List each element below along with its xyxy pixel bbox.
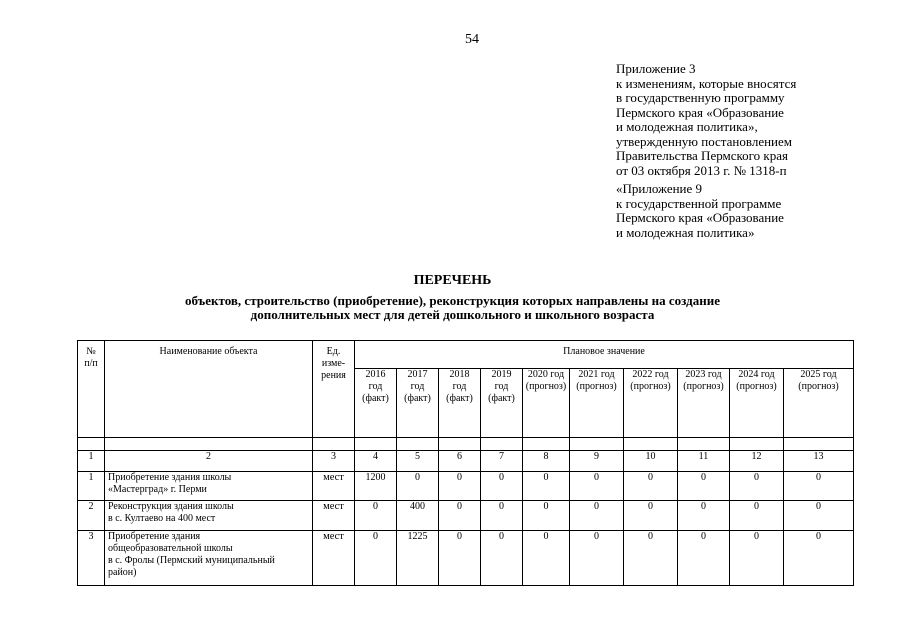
header-year-2023 [678, 369, 730, 438]
row-number: 2 [78, 501, 105, 531]
value-cell: 0 [439, 501, 481, 531]
appendix-3-line: к изменениям, которые вносятся [616, 75, 797, 91]
row-number: 3 [78, 531, 105, 586]
value-cell: 1225 [397, 531, 439, 586]
header-unit-line: Ед. [326, 346, 341, 357]
header-year-line: (факт) [446, 393, 473, 404]
value-cell: 0 [481, 472, 523, 501]
header-year-2025 [784, 369, 854, 438]
header-year-2019 [481, 369, 523, 438]
header-year-line: (прогноз) [798, 381, 839, 392]
object-name [105, 472, 313, 501]
object-name-line: Реконструкция здания школы [108, 501, 234, 512]
value-cell: 0 [784, 472, 854, 501]
object-name-line: в с. Култаево на 400 мест [108, 513, 216, 524]
value-cell: 0 [481, 501, 523, 531]
header-unit [313, 341, 355, 438]
header-object-name: Наименование объекта [105, 341, 313, 438]
header-year-2020 [523, 369, 570, 438]
appendix-3-line: Пермского края «Образование [616, 104, 784, 120]
value-cell: 0 [784, 531, 854, 586]
header-year-line: (факт) [404, 393, 431, 404]
header-year-line: (прогноз) [576, 381, 617, 392]
object-name-line: Приобретение здания [108, 531, 201, 542]
object-name-line: общеобразовательной школы [108, 543, 233, 554]
header-year-line: (прогноз) [736, 381, 777, 392]
header-spacer-row [78, 438, 854, 451]
header-year-line: (факт) [488, 393, 515, 404]
header-year-line: 2016 [365, 369, 386, 380]
column-number: 3 [313, 451, 355, 472]
value-cell: 0 [481, 531, 523, 586]
appendix-3-line: в государственную программу [616, 90, 785, 105]
header-year-line: 2024 год [738, 369, 775, 380]
header-planned-value: Плановое значение [355, 341, 854, 369]
header-year-2024 [730, 369, 784, 438]
header-year-2018 [439, 369, 481, 438]
header-year-line: (прогноз) [525, 381, 567, 392]
value-cell: 0 [784, 501, 854, 531]
appendix-9-block [616, 182, 784, 240]
header-year-line: год [494, 381, 509, 392]
column-number: 9 [570, 451, 624, 472]
value-cell: 0 [730, 531, 784, 586]
appendix-3-line: и молодежная политика», [616, 119, 758, 134]
table-row [78, 531, 854, 586]
unit-cell: мест [313, 531, 355, 586]
appendix-3-line: утвержденную постановлением [616, 133, 793, 149]
value-cell: 0 [570, 472, 624, 501]
header-year-line: 2017 [407, 369, 428, 380]
value-cell: 0 [570, 501, 624, 531]
appendix-3-block [616, 62, 796, 178]
subtitle-line: дополнительных мест для детей дошкольного и школьного возраста [250, 306, 655, 322]
header-num [78, 341, 105, 438]
value-cell: 0 [439, 531, 481, 586]
appendix-9-line: «Приложение 9 [616, 181, 703, 196]
header-year-line: (прогноз) [683, 381, 724, 392]
value-cell: 0 [523, 472, 570, 501]
value-cell: 0 [730, 501, 784, 531]
object-name [105, 501, 313, 531]
header-year-2016 [355, 369, 397, 438]
header-year-line: (факт) [362, 393, 389, 404]
header-year-2017 [397, 369, 439, 438]
value-cell: 0 [439, 472, 481, 501]
value-cell: 0 [624, 531, 678, 586]
value-cell: 1200 [355, 472, 397, 501]
object-name-line: район) [108, 567, 137, 578]
appendix-3-line: Правительства Пермского края [616, 148, 788, 163]
row-number: 1 [78, 472, 105, 501]
column-number: 11 [678, 451, 730, 472]
header-year-line: 2020 год [527, 369, 565, 380]
column-number: 6 [439, 451, 481, 472]
column-number: 7 [481, 451, 523, 472]
column-number: 13 [784, 451, 854, 472]
value-cell: 0 [570, 531, 624, 586]
column-number: 2 [105, 451, 313, 472]
column-number: 10 [624, 451, 678, 472]
header-year-line: 2022 год [632, 369, 669, 380]
header-year-line: 2018 [449, 369, 470, 380]
value-cell: 0 [678, 472, 730, 501]
table-row [78, 501, 854, 531]
header-unit-line: рения [321, 370, 346, 381]
value-cell: 0 [678, 531, 730, 586]
column-number: 5 [397, 451, 439, 472]
header-unit-line: изме- [321, 358, 346, 369]
column-number: 4 [355, 451, 397, 472]
header-year-line: 2025 год [800, 369, 837, 380]
value-cell: 0 [355, 501, 397, 531]
subtitle-line: объектов, строительство (приобретение), реконструкция которых направлены на создание [185, 293, 720, 308]
value-cell: 0 [355, 531, 397, 586]
unit-cell: мест [313, 501, 355, 531]
header-num-line: п/п [84, 358, 98, 369]
unit-cell: мест [313, 472, 355, 501]
header-year-line: 2021 год [578, 369, 615, 380]
value-cell: 0 [678, 501, 730, 531]
column-number: 1 [78, 451, 105, 472]
objects-table [77, 340, 854, 586]
header-year-line: (прогноз) [630, 381, 671, 392]
document-subtitle [0, 294, 905, 321]
object-name-line: Приобретение здания школы [108, 472, 232, 483]
column-number: 8 [523, 451, 570, 472]
column-number: 12 [730, 451, 784, 472]
header-year-line: год [452, 381, 467, 392]
page-number: 54 [465, 32, 479, 47]
value-cell: 0 [397, 472, 439, 501]
object-name [105, 531, 313, 586]
value-cell: 0 [624, 501, 678, 531]
appendix-9-line: к государственной программе [616, 195, 782, 211]
header-year-line: год [368, 381, 383, 392]
header-year-2021 [570, 369, 624, 438]
value-cell: 0 [523, 531, 570, 586]
header-year-line: год [410, 381, 425, 392]
header-year-2022 [624, 369, 678, 438]
header-year-line: 2023 год [685, 369, 722, 380]
object-name-line: «Мастерград» г. Перми [108, 484, 207, 495]
appendix-9-line: и молодежная политика» [616, 224, 755, 240]
header-num-line: № [86, 346, 96, 357]
appendix-3-line: от 03 октября 2013 г. № 1318-п [616, 162, 787, 178]
header-year-line: 2019 [491, 369, 512, 380]
appendix-3-line: Приложение 3 [616, 61, 696, 76]
column-number-row [78, 451, 854, 472]
value-cell: 0 [624, 472, 678, 501]
object-name-line: в с. Фролы (Пермский муниципальный [108, 555, 275, 566]
table-row [78, 472, 854, 501]
document-title: ПЕРЕЧЕНЬ [413, 273, 492, 288]
value-cell: 400 [397, 501, 439, 531]
value-cell: 0 [523, 501, 570, 531]
appendix-9-line: Пермского края «Образование [616, 210, 784, 225]
value-cell: 0 [730, 472, 784, 501]
